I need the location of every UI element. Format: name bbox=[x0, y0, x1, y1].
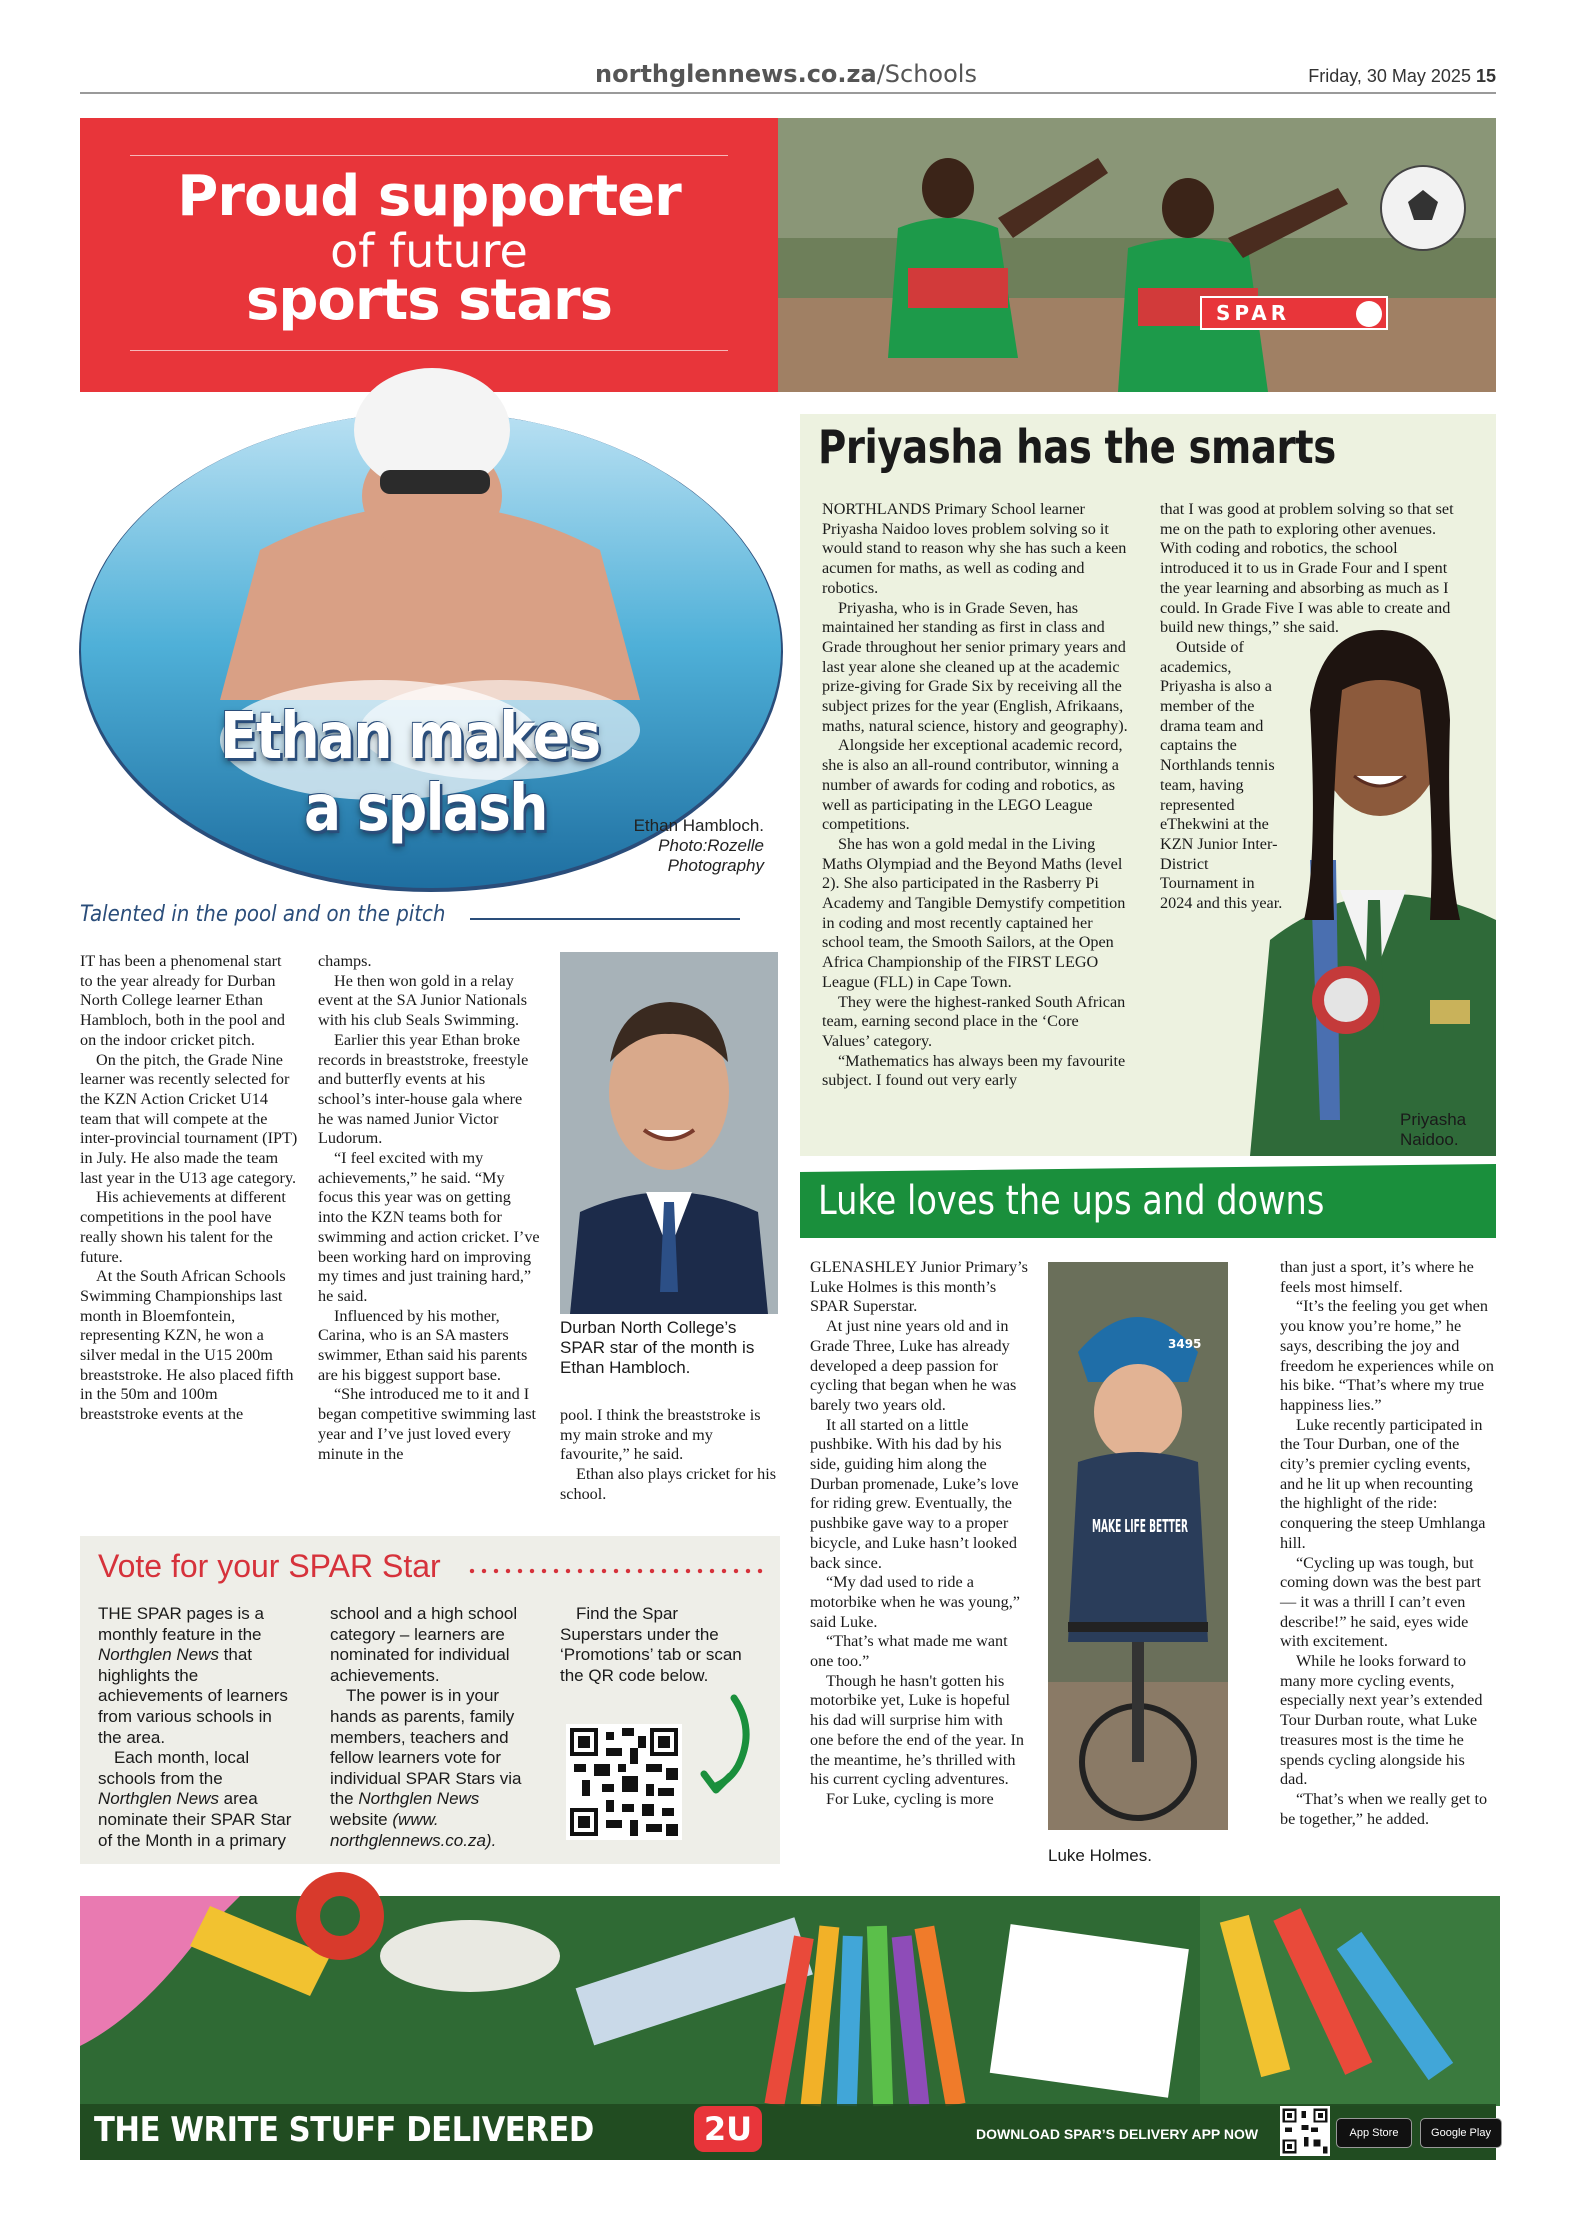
paragraph: Find the Spar Superstars under the ‘Promotions’ tab or scan the QR code below. bbox=[560, 1604, 742, 1685]
priyasha-column-2 bbox=[1160, 500, 1466, 914]
ethan-column-1 bbox=[80, 952, 298, 1425]
bottom-ad-banner[interactable] bbox=[80, 1896, 1496, 2160]
paragraph: “It’s the feeling you get when you know you’re home,” he says, describing the joy and freedom he experiences while on his bike. “That’s where my true happiness lies.” bbox=[1280, 1297, 1494, 1414]
luke-cycling-photo bbox=[1048, 1262, 1228, 1830]
paragraph: Alongside her exceptional academic record, she is also an all-round contributor, winning a number of awards for coding and robotics, as well as participating in the LEGO League competitions. bbox=[822, 736, 1123, 834]
header-rule bbox=[80, 92, 1496, 94]
paragraph: Each month, local schools from the Northglen News area nominate their SPAR Star of the Month in a primary bbox=[98, 1748, 292, 1850]
ethan-kicker: Talented in the pool and on the pitch bbox=[80, 902, 446, 927]
helmet-number: 3495 bbox=[1168, 1337, 1202, 1351]
paragraph: On the pitch, the Grade Nine learner was recently selected for the KZN Action Cricket U14 team that will compete at the inter-provincial tournament (IPT) in July. He also made the team last year in the U13 age category. bbox=[80, 1050, 298, 1187]
ethan-column-2 bbox=[318, 952, 540, 1464]
banner-divider bbox=[130, 350, 728, 351]
vote-title: Vote for your SPAR Star bbox=[98, 1548, 441, 1584]
paragraph: champs. bbox=[318, 952, 372, 970]
priyasha-photo-caption: Priyasha Naidoo. bbox=[1400, 1110, 1467, 1149]
paragraph: “That’s when we really get to be together,” he added. bbox=[1280, 1789, 1488, 1828]
app-qr-code-icon[interactable] bbox=[1280, 2106, 1330, 2156]
paragraph: While he looks forward to many more cycling events, especially next year’s extended Tour Durban route, what Luke treasures most is the time he spends cycling alongside his dad. bbox=[1280, 1652, 1483, 1789]
issue-date: Friday, 30 May 2025 15 bbox=[1308, 66, 1496, 86]
banner-divider bbox=[130, 155, 728, 156]
paragraph: At the South African Schools Swimming Championships last month in Bloemfontein, representing KZN, he won a silver medal in the U15 200m breaststroke. He also placed fifth in the 50m and 100m breaststroke events at the bbox=[80, 1267, 294, 1424]
spar-tree-icon bbox=[1356, 301, 1382, 327]
paragraph: “Cycling up was tough, but coming down was the best part — it was a thrill I can’t even describe!” he said, eyes wide with excitement. bbox=[1280, 1553, 1481, 1651]
vote-column-2 bbox=[330, 1604, 536, 1851]
paragraph: school and a high school category – learners are nominated for individual achievements. bbox=[330, 1604, 518, 1685]
paragraph: She has won a gold medal in the Living Maths Olympiad and the Beyond Maths (level 2). She also participated in the Rasberry Pi Academy and Tangible Demystify competition in coding and most recently captained her school team, the Smooth Sailors, at the Open Africa Championship of the FIRST LEGO League (FLL) in Cape Town. bbox=[822, 834, 1126, 991]
ethan-headline-line-2: a splash bbox=[304, 772, 547, 846]
paragraph: “My dad used to ride a motorbike when he was young,” said Luke. bbox=[810, 1573, 1020, 1631]
qr-code-icon[interactable] bbox=[566, 1724, 682, 1840]
swimmer-photo-caption bbox=[620, 816, 764, 876]
paragraph: pool. I think the breaststroke is my main stroke and my favourite,” he said. bbox=[560, 1406, 761, 1464]
netball-photo bbox=[778, 118, 1496, 392]
ethan-column-3 bbox=[560, 1406, 782, 1505]
vote-column-3 bbox=[560, 1604, 760, 1686]
ethan-portrait-caption: Durban North College’s SPAR star of the month is Ethan Hambloch. bbox=[560, 1318, 755, 1377]
vote-dotted-rule bbox=[466, 1568, 766, 1574]
vote-website-link[interactable]: (www. northglennews.co.za). bbox=[330, 1809, 497, 1850]
paragraph: GLENASHLEY Junior Primary’s Luke Holmes is this month’s SPAR Superstar. bbox=[810, 1258, 1028, 1316]
kicker-rule bbox=[470, 918, 740, 920]
ethan-headline-line-1: Ethan makes bbox=[220, 700, 600, 774]
spar-logo: SPAR bbox=[1200, 296, 1388, 330]
arrow-down-icon bbox=[690, 1690, 760, 1800]
priyasha-column-1 bbox=[822, 500, 1128, 1091]
caption-credit: Photo:Rozelle Photography bbox=[658, 836, 764, 875]
caption-name: Ethan Hambloch. bbox=[633, 816, 764, 835]
paragraph: IT has been a phenomenal start to the year already for Durban North College learner Ethan Hambloch, both in the pool and on the indoor cricket pitch. bbox=[80, 952, 286, 1049]
paragraph: than just a sport, it’s where he feels most himself. bbox=[1280, 1258, 1474, 1296]
ethan-portrait bbox=[560, 952, 778, 1314]
paragraph: It all started on a little pushbike. With his dad by his side, guiding him along the Durban promenade, Luke’s love for riding grew. Eventually, the pushbike gave way to a proper bicycle, and Luke hasn’t looked back since. bbox=[810, 1415, 1019, 1572]
paragraph: Earlier this year Ethan broke records in breaststroke, freestyle and butterfly events at his school’s inter-house gala where he was named Junior Victor Ludorum. bbox=[318, 1030, 529, 1148]
google-play-badge[interactable]: Google Play bbox=[1420, 2118, 1502, 2148]
banner-line-1: Proud supporter bbox=[177, 164, 681, 229]
paragraph: Influenced by his mother, Carina, who is an SA masters swimmer, Ethan said his parents are his biggest support base. bbox=[318, 1306, 528, 1384]
paragraph: Priyasha, who is in Grade Seven, has maintained her standing as first in class and Grade throughout her senior primary years and last year alone she cleaned up at the academic prize-giving for Grade Six by receiving all the subject prizes for the year (English, Afrikaans, maths, natural science, history and geography). bbox=[822, 598, 1128, 735]
paragraph: “Mathematics has always been my favourite subject. I found out very early bbox=[822, 1051, 1126, 1090]
paragraph: Outside of academics, Priyasha is also a member of the drama team and captains the Northlands tennis team, having represented eThekwini at the KZN Junior Inter-District Tournament in 2024 and this year. bbox=[1160, 637, 1283, 913]
paragraph: Luke recently participated in the Tour Durban, one of the city’s premier cycling events, and he lit up when recounting the highlight of the ride: conquering the steep Umhlanga hill. bbox=[1280, 1415, 1486, 1552]
paragraph: that I was good at problem solving so that set me on the path to exploring other avenues. With coding and robotics, the school introduced it to us in Grade Four and I spent the year learning and absorbing as much as I could. In Grade Five I was able to create and build new things,” she said. bbox=[1160, 500, 1454, 637]
banner-line-2: of future bbox=[330, 224, 528, 278]
paragraph: Ethan also plays cricket for his school. bbox=[560, 1465, 777, 1503]
paragraph: “She introduced me to it and I began competitive swimming last year and I’ve just loved every minute in the bbox=[318, 1385, 537, 1463]
paragraph: THE SPAR pages is a monthly feature in the Northglen News that highlights the achievements of learners from various schools in the area. bbox=[98, 1604, 288, 1747]
ad-slogan: THE WRITE STUFF DELIVERED bbox=[94, 2110, 594, 2150]
paragraph: For Luke, cycling is more bbox=[826, 1789, 994, 1808]
top-banner bbox=[80, 118, 1496, 392]
vote-column-1 bbox=[98, 1604, 294, 1851]
priyasha-headline: Priyasha has the smarts bbox=[818, 420, 1336, 474]
paragraph: At just nine years old and in Grade Three, Luke has already developed a deep passion for cycling that began when he was barely two years old. bbox=[810, 1317, 1017, 1414]
site-name: northglennews.co.za/Schools bbox=[595, 60, 977, 88]
paragraph: “That’s what made me want one too.” bbox=[810, 1632, 1008, 1671]
paragraph: He then won gold in a relay event at the SA Junior Nationals with his club Seals Swimming. bbox=[318, 971, 528, 1030]
luke-column-1 bbox=[810, 1258, 1030, 1810]
jersey-text: MAKE LIFE BETTER bbox=[1092, 1516, 1189, 1537]
download-app-text: DOWNLOAD SPAR’S DELIVERY APP NOW bbox=[976, 2126, 1259, 2142]
luke-column-2 bbox=[1280, 1258, 1496, 1829]
paragraph: They were the highest-ranked South African team, earning second place in the ‘Core Values’ category. bbox=[822, 992, 1126, 1050]
paragraph: His achievements at different competitions in the pool have really shown his talent for the future. bbox=[80, 1188, 286, 1266]
ad-2u-badge: 2U bbox=[694, 2106, 762, 2152]
banner-line-3: sports stars bbox=[246, 268, 612, 333]
luke-headline: Luke loves the ups and downs bbox=[818, 1178, 1325, 1224]
paragraph: Though he hasn't gotten his motorbike yet, Luke is hopeful his dad will surprise him with one before the end of the year. In the meantime, he’s thrilled with his current cycling adventures. bbox=[810, 1671, 1024, 1789]
paragraph: “I feel excited with my achievements,” he said. “My focus this year was on getting into the KZN teams both for swimming and action cricket. I’ve been working hard on improving my times and just training hard,” he said. bbox=[318, 1149, 540, 1305]
paragraph: The power is in your hands as parents, family members, teachers and fellow learners vote for individual SPAR Stars via the Northglen News website (www. northglennews.co.za). bbox=[330, 1686, 522, 1850]
app-store-badge[interactable]: App Store bbox=[1336, 2118, 1412, 2148]
luke-photo-caption: Luke Holmes. bbox=[1048, 1846, 1152, 1865]
paragraph: NORTHLANDS Primary School learner Priyasha Naidoo loves problem solving so it would stand to reason why she has such a keen acumen for maths, as well as coding and robotics. bbox=[822, 500, 1127, 597]
